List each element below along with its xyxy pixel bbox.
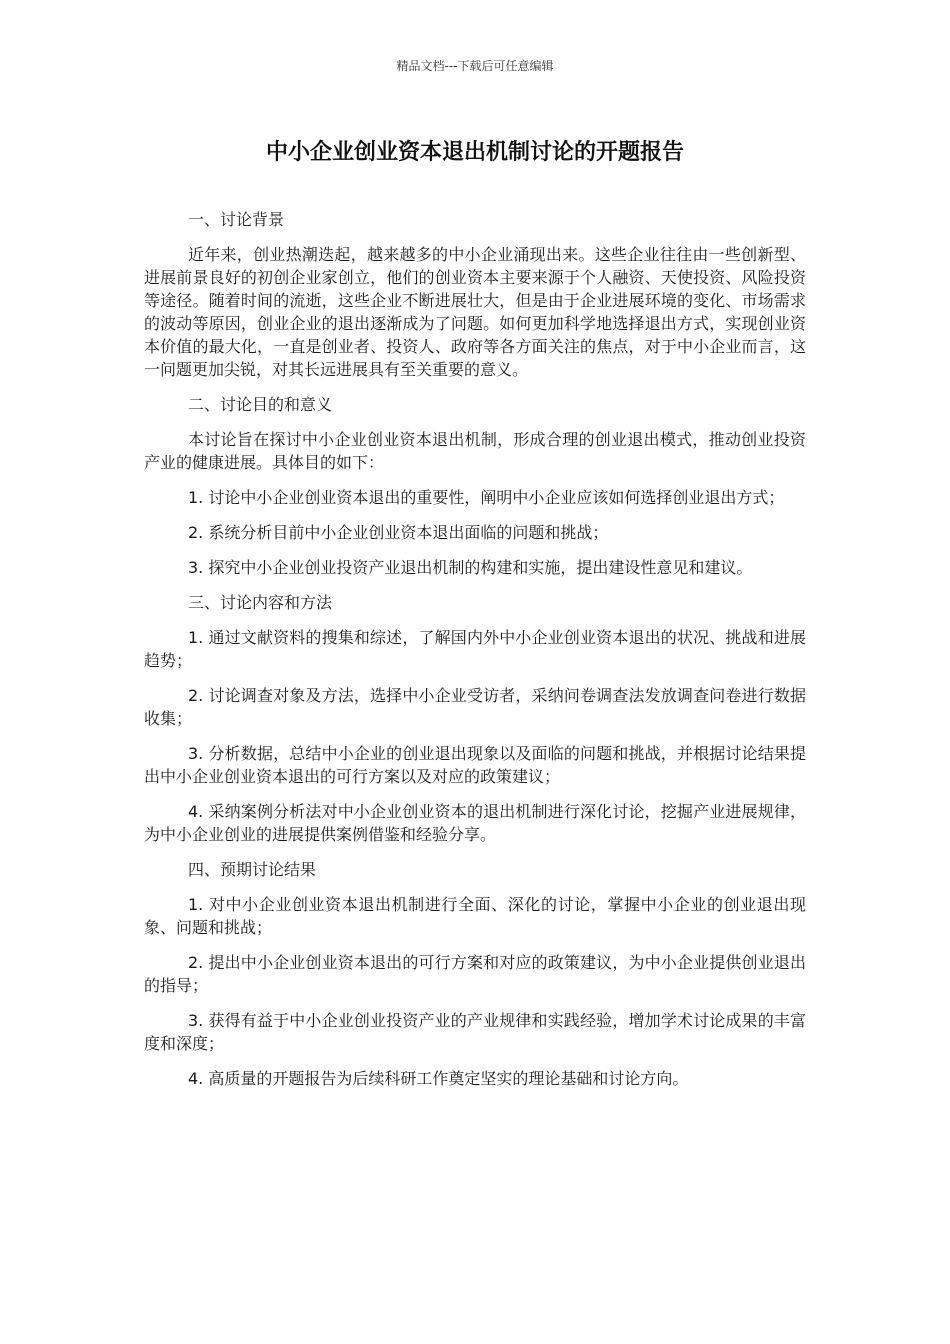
list-item: 3. 探究中小企业创业投资产业退出机制的构建和实施，提出建设性意见和建议。 (188, 558, 753, 577)
section-heading: 三、讨论内容和方法 (188, 593, 333, 612)
list-item: 1. 讨论中小企业创业资本退出的重要性，阐明中小企业应该如何选择创业退出方式； (188, 488, 785, 507)
list-item: 1. 对中小企业创业资本退出机制进行全面、深化的讨论，掌握中小企业的创业退出现象、问题和挑战； (144, 895, 806, 937)
section-heading: 四、预期讨论结果 (188, 860, 317, 879)
document-title: 中小企业创业资本退出机制讨论的开题报告 (265, 140, 684, 165)
section-heading: 一、讨论背景 (188, 210, 285, 229)
page-header: 精品文档---下载后可任意编辑 (396, 59, 554, 73)
paragraph: 本讨论旨在探讨中小企业创业资本退出机制，形成合理的创业退出模式，推动创业投资产业的健康进展。具体目的如下： (144, 430, 806, 472)
list-item: 4. 采纳案例分析法对中小企业创业资本的退出机制进行深化讨论，挖掘产业进展规律，为中小企业创业的进展提供案例借鉴和经验分享。 (144, 802, 806, 844)
list-item: 2. 提出中小企业创业资本退出的可行方案和对应的政策建议，为中小企业提供创业退出的指导； (144, 953, 806, 995)
document-body (144, 208, 806, 1102)
list-item: 2. 系统分析目前中小企业创业资本退出面临的问题和挑战； (188, 523, 609, 542)
list-item: 1. 通过文献资料的搜集和综述，了解国内外中小企业创业资本退出的状况、挑战和进展趋势； (144, 628, 806, 670)
section-heading: 二、讨论目的和意义 (188, 395, 333, 414)
paragraph: 近年来，创业热潮迭起，越来越多的中小企业涌现出来。这些企业往往由一些创新型、进展前景良好的初创企业家创立，他们的创业资本主要来源于个人融资、天使投资、风险投资等途径。随着时间的流逝，这些企业不断进展壮大，但是由于企业进展环境的变化、市场需求的波动等原因，创业企业的退出逐渐成为了问题。如何更加科学地选择退出方式，实现创业资本价值的最大化，一直是创业者、投资人、政府等各方面关注的焦点，对于中小企业而言，这一问题更加尖锐，对其长远进展具有至关重要的意义。 (144, 245, 806, 379)
list-item: 4. 高质量的开题报告为后续科研工作奠定坚实的理论基础和讨论方向。 (188, 1069, 689, 1088)
list-item: 3. 获得有益于中小企业创业投资产业的产业规律和实践经验，增加学术讨论成果的丰富度和深度； (144, 1011, 806, 1053)
list-item: 3. 分析数据，总结中小企业的创业退出现象以及面临的问题和挑战，并根据讨论结果提出中小企业创业资本退出的可行方案以及对应的政策建议； (144, 744, 806, 786)
list-item: 2. 讨论调查对象及方法，选择中小企业受访者，采纳问卷调查法发放调查问卷进行数据收集； (144, 686, 806, 728)
